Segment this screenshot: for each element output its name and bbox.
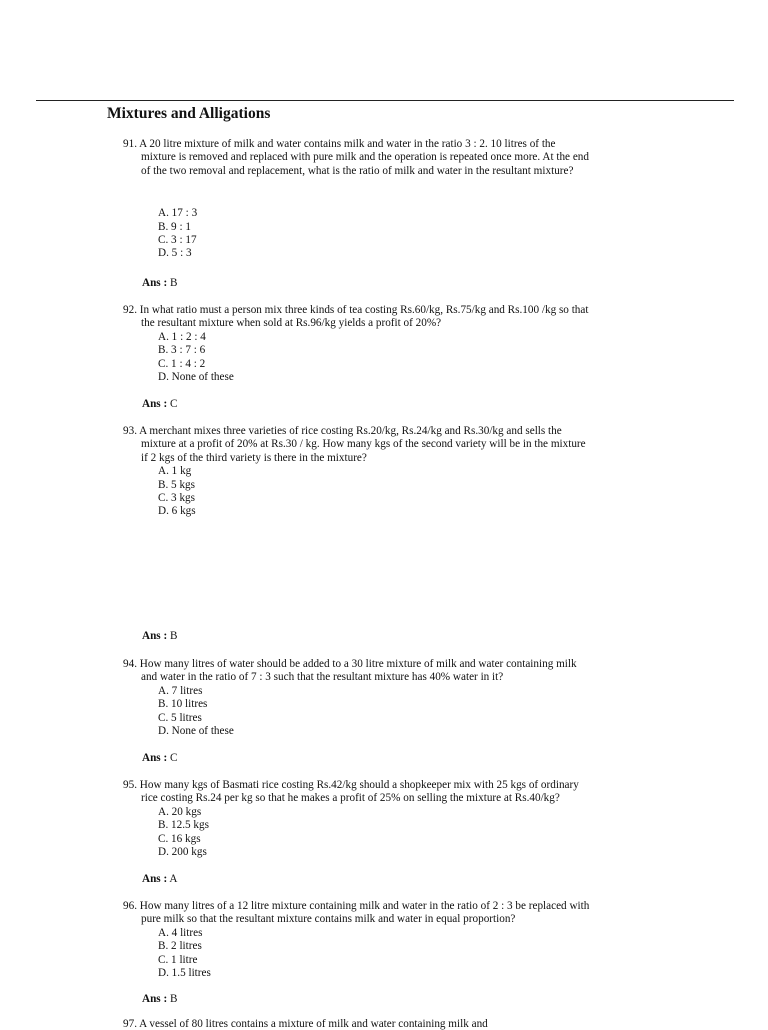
question-92 bbox=[123, 304, 623, 384]
answer-92 bbox=[142, 398, 177, 410]
question-text-line: 91. A 20 litre mixture of milk and water contains milk and water in the ratio 3 : 2. 10 litres of the bbox=[123, 138, 556, 150]
page-title: Mixtures and Alligations bbox=[107, 105, 271, 122]
answer-value: B bbox=[169, 993, 178, 1005]
question-text-line: mixture at a profit of 20% at Rs.30 / kg. How many kgs of the second variety will be in the mixture bbox=[141, 438, 586, 451]
answer-94 bbox=[142, 752, 177, 764]
option-b: B. 9 : 1 bbox=[158, 220, 191, 233]
option-d: D. 6 kgs bbox=[158, 505, 196, 518]
option-c: C. 1 litre bbox=[158, 953, 198, 966]
answer-93 bbox=[142, 630, 177, 642]
answer-label: Ans : bbox=[142, 630, 168, 642]
answer-label: Ans : bbox=[142, 993, 168, 1005]
question-94 bbox=[123, 658, 623, 738]
option-b: B. 10 litres bbox=[158, 698, 208, 711]
question-text-line: 96. How many litres of a 12 litre mixture containing milk and water in the ratio of 2 : 3 be replaced with bbox=[123, 900, 590, 912]
option-a: A. 7 litres bbox=[158, 684, 203, 697]
options-list bbox=[158, 331, 623, 385]
option-d: D. 200 kgs bbox=[158, 845, 207, 858]
option-d: D. 5 : 3 bbox=[158, 247, 192, 260]
question-text-line: 92. In what ratio must a person mix three kinds of tea costing Rs.60/kg, Rs.75/kg and Rs.100 /kg so that bbox=[123, 304, 589, 316]
question-93 bbox=[123, 425, 623, 519]
answer-91 bbox=[142, 277, 177, 289]
answer-value: C bbox=[169, 398, 178, 410]
answer-label: Ans : bbox=[142, 398, 168, 410]
option-b: B. 12.5 kgs bbox=[158, 819, 209, 832]
option-c: C. 5 litres bbox=[158, 711, 202, 724]
question-95 bbox=[123, 779, 623, 859]
answer-96 bbox=[142, 993, 177, 1005]
option-d: D. None of these bbox=[158, 370, 234, 383]
options-list bbox=[158, 806, 623, 860]
option-b: B. 5 kgs bbox=[158, 478, 195, 491]
options-list bbox=[158, 207, 623, 261]
header-rule bbox=[36, 100, 734, 101]
options-list bbox=[158, 685, 623, 739]
question-97-cutoff: 97. A vessel of 80 litres contains a mixture of milk and water containing milk and bbox=[123, 1018, 488, 1030]
question-text-line: of the two removal and replacement, what is the ratio of milk and water in the resultant mixture? bbox=[141, 164, 574, 177]
answer-95 bbox=[142, 873, 177, 885]
question-91 bbox=[123, 138, 623, 261]
option-d: D. None of these bbox=[158, 724, 234, 737]
question-text-line: and water in the ratio of 7 : 3 such that the resultant mixture has 40% water in it? bbox=[141, 671, 504, 684]
answer-label: Ans : bbox=[142, 752, 168, 764]
answer-value: A bbox=[169, 873, 178, 885]
answer-value: B bbox=[169, 630, 178, 642]
answer-value: B bbox=[169, 277, 178, 289]
answer-value: C bbox=[169, 752, 178, 764]
options-list bbox=[158, 465, 623, 519]
question-text-line: 93. A merchant mixes three varieties of rice costing Rs.20/kg, Rs.24/kg and Rs.30/kg and sells the bbox=[123, 425, 562, 437]
question-text-line: the resultant mixture when sold at Rs.96/kg yields a profit of 20%? bbox=[141, 317, 442, 330]
question-96 bbox=[123, 900, 623, 980]
question-text-line: mixture is removed and replaced with pure milk and the operation is repeated once more. At the end bbox=[141, 151, 589, 164]
option-a: A. 1 kg bbox=[158, 465, 192, 478]
option-b: B. 3 : 7 : 6 bbox=[158, 344, 206, 357]
question-text-line: if 2 kgs of the third variety is there in the mixture? bbox=[141, 451, 367, 464]
option-a: A. 4 litres bbox=[158, 926, 203, 939]
options-list bbox=[158, 927, 623, 981]
option-c: C. 3 : 17 bbox=[158, 234, 197, 246]
question-text-line: 95. How many kgs of Basmati rice costing Rs.42/kg should a shopkeeper mix with 25 kgs of ordinary bbox=[123, 779, 579, 791]
question-text-line: rice costing Rs.24 per kg so that he makes a profit of 25% on selling the mixture at Rs.40/kg? bbox=[141, 792, 560, 805]
spacer bbox=[123, 178, 623, 207]
option-a: A. 1 : 2 : 4 bbox=[158, 330, 206, 343]
question-text-line: 94. How many litres of water should be added to a 30 litre mixture of milk and water containing milk bbox=[123, 658, 577, 670]
option-c: C. 16 kgs bbox=[158, 832, 201, 845]
option-c: C. 3 kgs bbox=[158, 492, 195, 504]
option-a: A. 17 : 3 bbox=[158, 207, 198, 220]
option-d: D. 1.5 litres bbox=[158, 966, 211, 979]
option-a: A. 20 kgs bbox=[158, 805, 202, 818]
answer-label: Ans : bbox=[142, 873, 168, 885]
option-b: B. 2 litres bbox=[158, 940, 202, 953]
question-text-line: pure milk so that the resultant mixture contains milk and water in equal proportion? bbox=[141, 913, 516, 926]
answer-label: Ans : bbox=[142, 277, 168, 289]
option-c: C. 1 : 4 : 2 bbox=[158, 357, 206, 370]
